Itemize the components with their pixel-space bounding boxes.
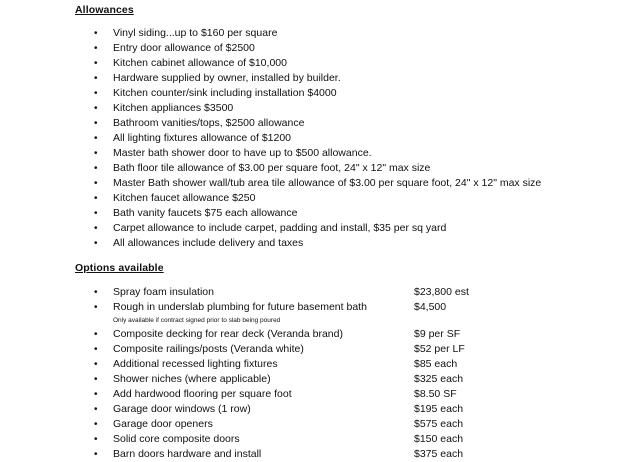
options-heading: Options available [75, 262, 164, 274]
option-label: Garage door windows (1 row) [113, 403, 251, 415]
option-price: $575 each [414, 418, 464, 430]
option-label: Spray foam insulation [113, 286, 214, 298]
allowance-text: All lighting fixtures allowance of $1200 [113, 132, 292, 144]
allowance-text: Kitchen appliances $3500 [113, 102, 234, 114]
list-item [0, 176, 640, 191]
allowance-text: Kitchen cabinet allowance of $10,000 [113, 57, 287, 69]
allowance-text: Master bath shower door to have up to $500 allowance. [113, 147, 372, 159]
option-label: Shower niches (where applicable) [113, 373, 271, 385]
list-item [0, 41, 640, 56]
bullet: • [94, 374, 98, 385]
list-item [0, 131, 640, 146]
list-item [0, 327, 640, 342]
list-item [0, 146, 640, 161]
list-item [0, 26, 640, 41]
list-item [0, 206, 640, 221]
list-item [0, 56, 640, 71]
option-label: Barn doors hardware and install [113, 448, 262, 460]
bullet: • [94, 389, 98, 400]
list-item [0, 101, 640, 116]
list-item [0, 161, 640, 176]
bullet: • [94, 58, 98, 69]
list-item [0, 285, 640, 300]
allowance-text: Bathroom vanities/tops, $2500 allowance [113, 117, 305, 129]
allowance-text: Hardware supplied by owner, installed by builder. [113, 72, 341, 84]
option-price: $325 each [414, 373, 464, 385]
list-item [0, 221, 640, 236]
list-item [0, 387, 640, 402]
option-price: $23,800 est [414, 286, 469, 298]
allowance-text: Entry door allowance of $2500 [113, 42, 255, 54]
bullet: • [94, 223, 98, 234]
bullet: • [94, 28, 98, 39]
option-label: Rough in underslab plumbing for future basement bath [113, 301, 367, 313]
list-item [0, 402, 640, 417]
bullet: • [94, 118, 98, 129]
option-price: $9 per SF [414, 328, 461, 340]
list-item [0, 86, 640, 101]
option-label: Additional recessed lighting fixtures [113, 358, 278, 370]
allowance-text: Bath vanity faucets $75 each allowance [113, 207, 298, 219]
option-price: $85 each [414, 358, 458, 370]
option-label: Solid core composite doors [113, 433, 240, 445]
bullet: • [94, 302, 98, 313]
list-item [0, 236, 640, 251]
bullet: • [94, 344, 98, 355]
bullet: • [94, 238, 98, 249]
bullet: • [94, 329, 98, 340]
bullet: • [94, 163, 98, 174]
allowance-text: Vinyl siding...up to $160 per square [113, 27, 278, 39]
option-price: $375 each [414, 448, 464, 460]
bullet: • [94, 103, 98, 114]
bullet: • [94, 434, 98, 445]
allowance-text: All allowances include delivery and taxes [113, 237, 304, 249]
bullet: • [94, 419, 98, 430]
option-label: Composite decking for rear deck (Veranda brand) [113, 328, 343, 340]
list-item [0, 191, 640, 206]
list-item [0, 357, 640, 372]
allowance-text: Master Bath shower wall/tub area tile allowance of $3.00 per square foot, 24" x 12" max size [113, 177, 542, 189]
bullet: • [94, 73, 98, 84]
bullet: • [94, 88, 98, 99]
allowance-text: Kitchen counter/sink including installation $4000 [113, 87, 337, 99]
list-item [0, 300, 640, 315]
option-price: $8.50 SF [414, 388, 457, 400]
bullet: • [94, 359, 98, 370]
list-item [0, 372, 640, 387]
bullet: • [94, 404, 98, 415]
option-label: Garage door openers [113, 418, 213, 430]
allowance-text: Bath floor tile allowance of $3.00 per square foot, 24" x 12" max size [113, 162, 431, 174]
option-label: Composite railings/posts (Veranda white) [113, 343, 304, 355]
option-price: $4,500 [414, 301, 447, 313]
list-item [0, 342, 640, 357]
option-note: Only available if contract signed prior to slab being poured [113, 317, 281, 324]
allowance-text: Carpet allowance to include carpet, padding and install, $35 per sq yard [113, 222, 447, 234]
allowance-text: Kitchen faucet allowance $250 [113, 192, 256, 204]
bullet: • [94, 193, 98, 204]
allowances-heading: Allowances [75, 4, 134, 16]
bullet: • [94, 133, 98, 144]
bullet: • [94, 43, 98, 54]
bullet: • [94, 287, 98, 298]
option-price: $52 per LF [414, 343, 465, 355]
bullet: • [94, 208, 98, 219]
option-price: $195 each [414, 403, 464, 415]
bullet: • [94, 148, 98, 159]
list-item [0, 417, 640, 432]
list-item [0, 116, 640, 131]
bullet: • [94, 449, 98, 460]
option-price: $150 each [414, 433, 464, 445]
option-label: Add hardwood flooring per square foot [113, 388, 292, 400]
bullet: • [94, 178, 98, 189]
list-item [0, 432, 640, 447]
list-item [0, 71, 640, 86]
